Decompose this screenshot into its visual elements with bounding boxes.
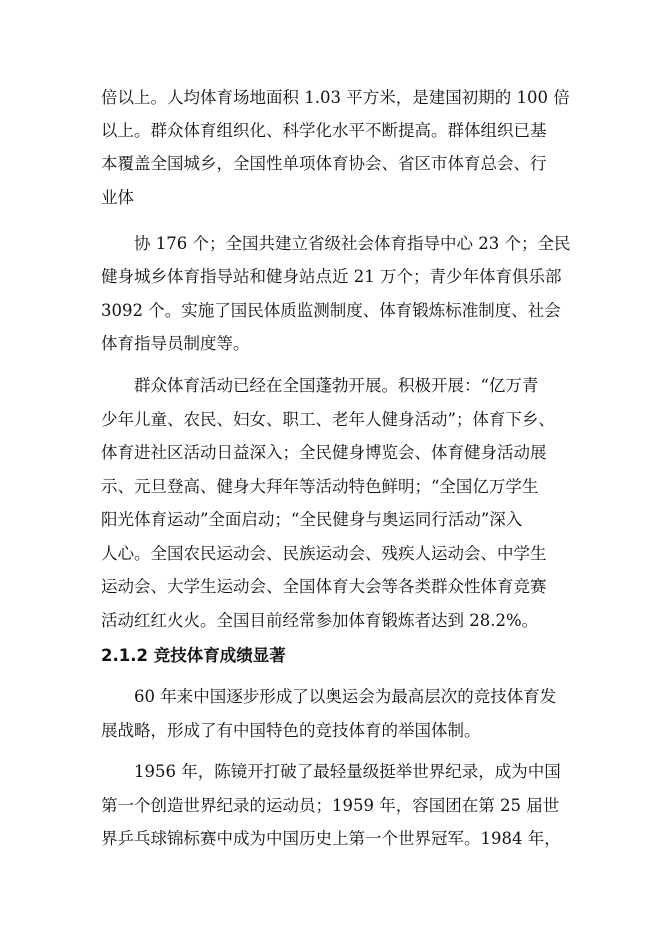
text-line-10: 少年儿童、农民、妇女、职工、老年人健身活动”；体育下乡、: [101, 410, 555, 429]
text-line-21: 界乒乓球锦标赛中成为中国历史上第一个世界冠军。1984 年，: [101, 829, 561, 848]
text-line-5: 协 176 个；全国共建立省级社会体育指导中心 23 个；全民: [134, 234, 571, 253]
text-line-14: 人心。全国农民运动会、民族运动会、残疾人运动会、中学生: [101, 544, 547, 563]
section-heading: 2.1.2 竞技体育成绩显著: [101, 646, 286, 665]
text-line-13: 阳光体育运动”全面启动；“全民健身与奥运同行活动”深入: [101, 510, 523, 529]
text-line-17: 60 年来中国逐步形成了以奥运会为最高层次的竞技体育发: [134, 687, 557, 706]
text-line-12: 示、元旦登高、健身大拜年等活动特色鲜明；“全国亿万学生: [101, 477, 539, 496]
text-line-15: 运动会、大学生运动会、全国体育大会等各类群众性体育竞赛: [101, 577, 547, 596]
text-line-7: 3092 个。实施了国民体质监测制度、体育锻炼标准制度、社会: [101, 301, 561, 320]
text-line-19: 1956 年，陈镜开打破了最轻量级挺举世界纪录，成为中国: [134, 762, 561, 781]
text-line-6: 健身城乡体育指导站和健身站点近 21 万个；青少年体育俱乐部: [101, 267, 562, 286]
text-line-9: 群众体育活动已经在全国蓬勃开展。积极开展：“亿万青: [134, 376, 539, 395]
text-line-18: 展战略，形成了有中国特色的竞技体育的举国体制。: [101, 721, 481, 740]
text-line-2: 以上。群众体育组织化、科学化水平不断提高。群体组织已基: [101, 121, 547, 140]
text-line-3: 本覆盖全国城乡，全国性单项体育协会、省区市体育总会、行: [101, 154, 547, 173]
text-line-8: 体育指导员制度等。: [101, 334, 250, 353]
text-line-16: 活动红红火火。全国目前经常参加体育锻炼者达到 28.2%。: [101, 611, 539, 630]
text-line-20: 第一个创造世界纪录的运动员；1959 年，容国团在第 25 届世: [101, 796, 560, 815]
text-line-4: 业体: [101, 188, 134, 207]
text-line-1: 倍以上。人均体育场地面积 1.03 平方米，是建国初期的 100 倍: [101, 88, 570, 107]
text-line-11: 体育进社区活动日益深入；全民健身博览会、体育健身活动展: [101, 443, 547, 462]
